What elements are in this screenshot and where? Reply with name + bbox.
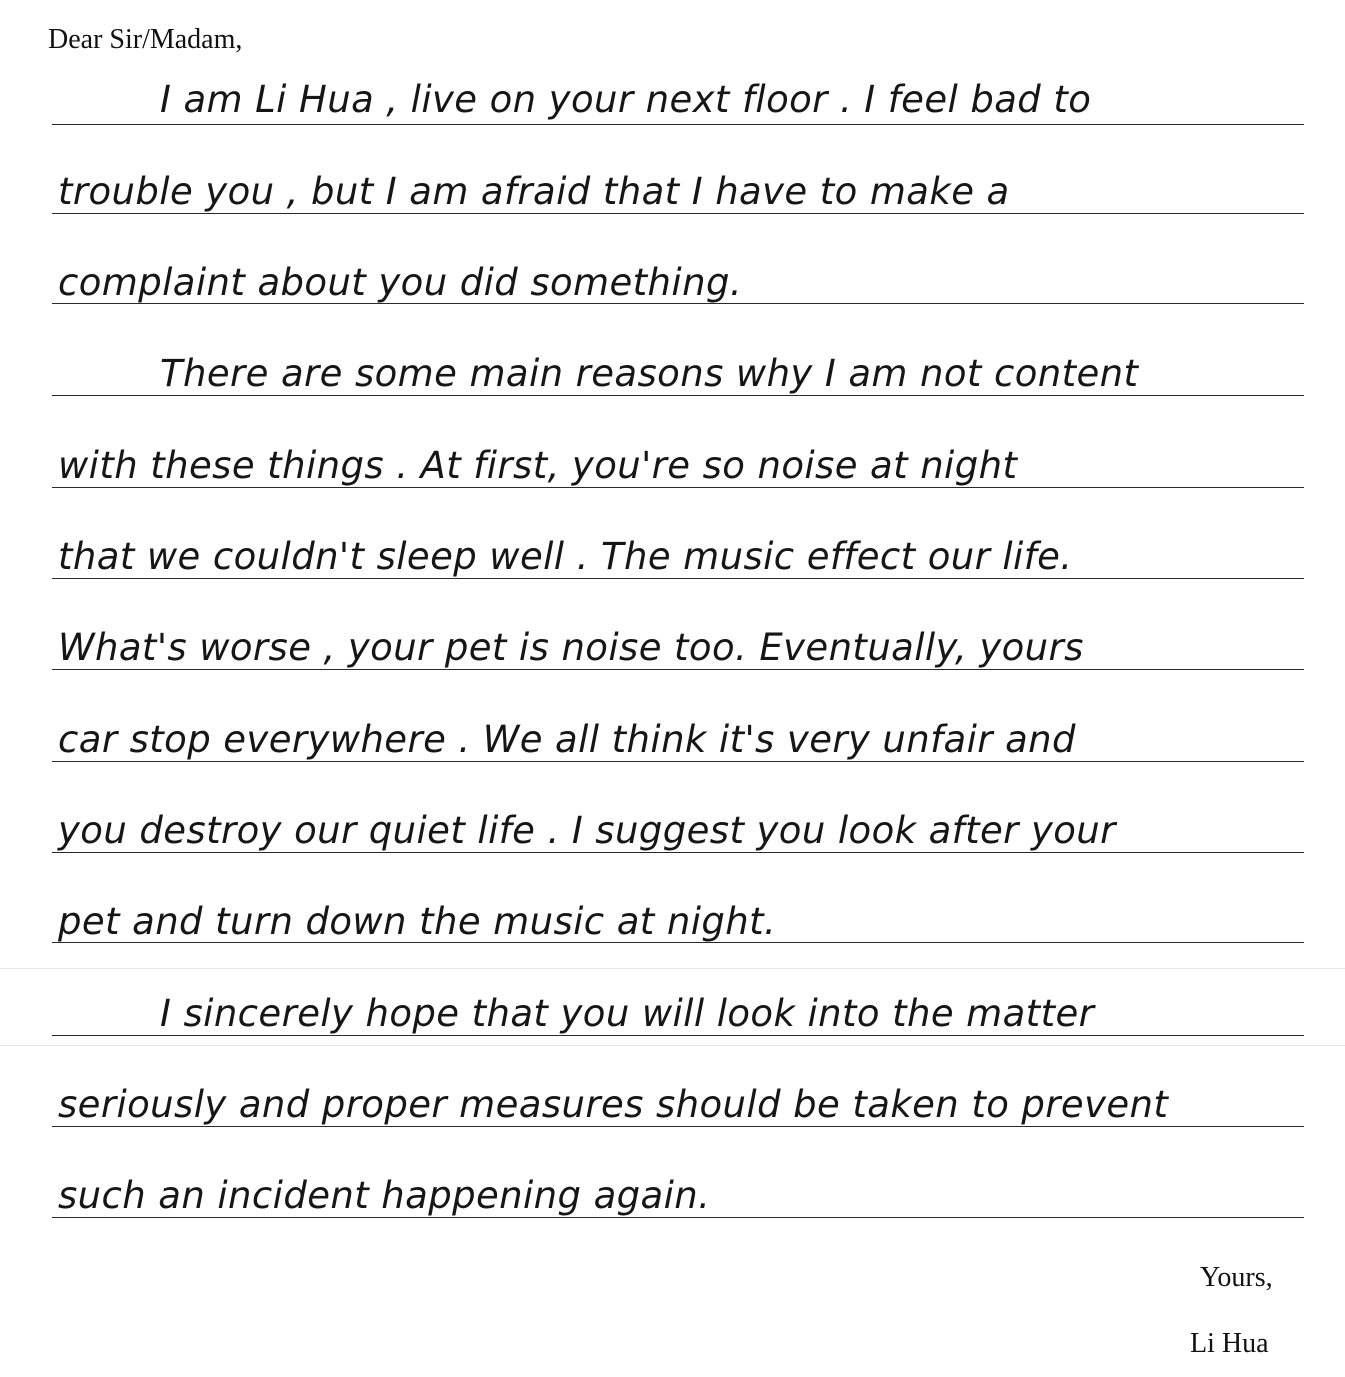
ruled-line: [52, 487, 1304, 488]
letter-line: car stop everywhere . We all think it's very unfair and: [58, 718, 1076, 761]
letter-line: There are some main reasons why I am not content: [160, 352, 1139, 395]
letter-line: What's worse , your pet is noise too. Eventually, yours: [58, 626, 1084, 669]
ruled-line: [52, 852, 1304, 853]
letter-line: pet and turn down the music at night.: [58, 900, 777, 943]
letter-line: I sincerely hope that you will look into the matter: [160, 992, 1095, 1035]
letter-line: you destroy our quiet life . I suggest you look after your: [58, 809, 1116, 852]
ruled-line: [52, 1126, 1304, 1127]
ruled-line: [52, 213, 1304, 214]
letter-line: such an incident happening again.: [58, 1174, 711, 1217]
ruled-line: [52, 761, 1304, 762]
ruled-line: [52, 1035, 1304, 1036]
letter-line: trouble you , but I am afraid that I have to make a: [58, 170, 1010, 213]
ruled-line: [52, 1217, 1304, 1218]
signature: Li Hua: [1190, 1328, 1269, 1359]
ruled-line: [52, 303, 1304, 304]
ruled-line: [52, 395, 1304, 396]
letter-line: complaint about you did something.: [58, 261, 742, 304]
letter-line: seriously and proper measures should be taken to prevent: [58, 1083, 1169, 1126]
salutation: Dear Sir/Madam,: [48, 24, 243, 55]
page-fold-line: [0, 968, 1345, 969]
ruled-line: [52, 124, 1304, 125]
letter-line: with these things . At first, you're so noise at night: [58, 444, 1018, 487]
ruled-line: [52, 578, 1304, 579]
page-fold-line: [0, 1045, 1345, 1046]
ruled-line: [52, 669, 1304, 670]
letter-line: that we couldn't sleep well . The music effect our life.: [58, 535, 1073, 578]
letter-line: I am Li Hua , live on your next floor . I feel bad to: [160, 78, 1092, 121]
closing: Yours,: [1200, 1262, 1273, 1293]
ruled-line: [52, 942, 1304, 943]
